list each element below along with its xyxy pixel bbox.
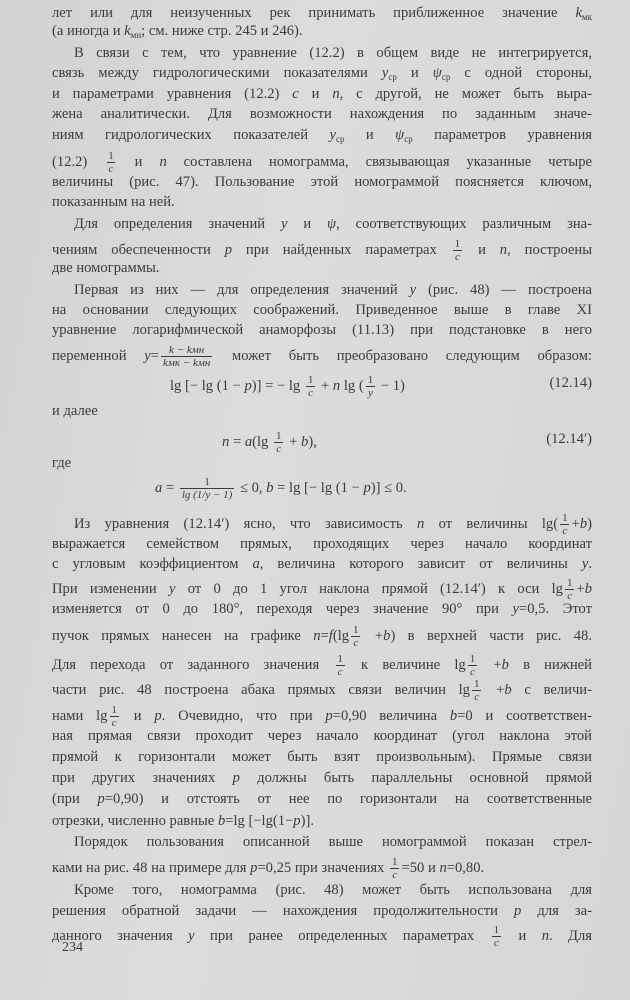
fraction-denominator: y <box>368 387 373 399</box>
text-run: где <box>52 455 72 471</box>
math-variable: p <box>363 479 371 496</box>
text-run: переменной <box>52 347 145 364</box>
text-run: составлена номограмма, связывающая указанные четыре <box>166 153 593 170</box>
math-variable: ψ <box>395 127 405 143</box>
text-run: и <box>298 86 333 102</box>
text-run: и <box>464 241 500 258</box>
math-variable: n <box>439 859 447 876</box>
text-line <box>52 924 592 949</box>
text-run: + <box>362 627 384 644</box>
text-line <box>52 748 592 766</box>
text-run: чениям обеспеченности <box>52 241 225 258</box>
math-variable: y <box>581 556 589 572</box>
fraction <box>106 150 116 175</box>
text-line <box>52 577 592 602</box>
text-run: , соответствующих различным зна- <box>336 216 593 232</box>
fraction <box>390 856 400 881</box>
fraction-numerator: 1 <box>367 374 374 386</box>
text-run: =50 и <box>401 859 440 876</box>
math-variable: b <box>504 681 512 698</box>
math-variable: ψ <box>432 65 442 81</box>
text-run: при других значениях <box>52 770 233 786</box>
fraction <box>492 924 502 949</box>
text-run: и параметрами уравнения (12.2) <box>52 86 293 102</box>
text-line <box>52 881 592 899</box>
text-line <box>52 301 592 319</box>
fraction-numerator: 1 <box>337 653 343 665</box>
math-variable: p <box>232 770 240 786</box>
fraction-denominator: kмк − kмн <box>162 357 211 369</box>
text-run: пучок прямых нанесен на графике <box>52 627 314 644</box>
text-run: )] ≤ 0. <box>370 479 407 496</box>
text-run: с величи- <box>511 681 592 698</box>
math-variable: n <box>159 153 167 170</box>
fraction-denominator: c <box>493 937 499 949</box>
text-run: лет или для неизученных рек принимать приближенное значение <box>52 5 576 21</box>
text-run: + <box>576 580 585 597</box>
text-run: Для перехода от заданного значения <box>52 656 334 673</box>
fraction-numerator: 1 <box>307 374 314 386</box>
fraction-denominator: c <box>562 525 568 537</box>
equation-number: (12.14) <box>549 375 592 391</box>
fraction-numerator: k − kмн <box>169 344 205 356</box>
text-run: нами lg <box>52 707 108 724</box>
text-run: и <box>396 65 433 81</box>
math-variable: n <box>332 86 340 102</box>
text-line <box>52 555 592 573</box>
text-run: и далее <box>52 403 98 419</box>
text-line <box>52 321 592 339</box>
text-line <box>52 454 592 472</box>
fraction-numerator: 1 <box>473 678 480 690</box>
text-line <box>52 64 592 86</box>
text-run: и <box>503 927 542 944</box>
text-line <box>52 126 592 148</box>
text-run: В связи с тем, что уравнение (12.2) в общем виде не интегрируется, <box>74 45 592 61</box>
text-line <box>52 812 592 830</box>
text-run: при найденных параметрах <box>232 241 451 258</box>
text-line <box>52 85 592 103</box>
text-run: =0 и соответствен- <box>457 707 592 724</box>
math-variable: b <box>584 580 592 597</box>
fraction-numerator: 1 <box>566 577 573 589</box>
text-run: ), <box>308 433 317 450</box>
text-run: . Для <box>549 927 592 944</box>
text-line <box>52 259 592 277</box>
fraction <box>161 344 212 369</box>
text-line <box>52 704 592 729</box>
text-run: изменяется от 0 до 180°, переходя через значение 90° при <box>52 601 513 617</box>
text-line <box>52 281 592 299</box>
math-variable: n <box>499 241 508 258</box>
math-variable: b <box>383 627 391 644</box>
fraction <box>366 374 376 399</box>
text-run: при ранее определенных параметрах <box>194 927 490 944</box>
text-run: ками на рис. 48 на примере для <box>52 859 251 876</box>
equation <box>52 374 592 399</box>
math-variable: p <box>325 707 333 724</box>
fraction-numerator: 1 <box>353 624 359 636</box>
text-line <box>52 833 592 851</box>
text-run: ниям гидрологических показателей <box>52 127 330 143</box>
math-variable: k <box>575 5 582 21</box>
text-run: (lg <box>332 627 350 644</box>
math-variable: f <box>328 627 333 644</box>
text-run: =0,80. <box>446 859 485 876</box>
text-run: )] = − lg <box>251 377 304 394</box>
text-run: две номограммы. <box>52 260 160 276</box>
text-line <box>52 535 592 553</box>
text-run: и <box>287 216 328 232</box>
text-line <box>52 790 592 808</box>
text-run: параметров уравнения <box>412 127 593 143</box>
equation <box>52 430 592 455</box>
math-variable: c <box>292 86 299 102</box>
text-run: ) <box>587 515 592 532</box>
fraction <box>560 512 570 537</box>
math-variable: a <box>252 556 260 572</box>
text-run: ная прямая связи проходит через начало координат (угол наклона этой <box>52 728 592 744</box>
math-variable: n <box>313 627 321 644</box>
math-variable: p <box>514 903 522 919</box>
text-run: связь между гидрологическими показателями <box>52 65 382 81</box>
math-variable: ψ <box>327 216 337 232</box>
equation-number: (12.14′) <box>546 431 592 447</box>
text-run: = <box>229 433 245 450</box>
fraction-denominator: c <box>108 163 114 175</box>
math-variable: y <box>512 601 519 617</box>
text-run: должны быть параллельны основной прямой <box>239 770 593 786</box>
text-line <box>52 653 592 678</box>
math-variable: p <box>250 859 258 876</box>
fraction-numerator: 1 <box>276 430 282 442</box>
text-run: ; см. ниже стр. 245 и 246). <box>141 23 303 39</box>
fraction-denominator: c <box>353 637 359 649</box>
math-variable: a <box>155 479 163 496</box>
text-run: отрезки, численно равные <box>52 813 218 829</box>
text-line <box>52 193 592 211</box>
fraction <box>109 704 119 729</box>
math-variable: y <box>188 927 195 944</box>
text-run: может быть преобразовано следующим образом: <box>214 347 592 364</box>
text-run: , с другой, не может быть выра- <box>339 86 592 102</box>
fraction <box>565 577 575 602</box>
subscript: ср <box>441 72 451 82</box>
math-variable: y <box>329 127 336 143</box>
fraction-denominator: c <box>567 590 573 602</box>
fraction <box>351 624 361 649</box>
subscript: ср <box>404 134 413 144</box>
text-run: =0,25 при значениях <box>257 859 388 876</box>
text-run: Для определения значений <box>74 216 281 232</box>
text-run: части рис. 48 построена абака прямых связи величин lg <box>52 681 470 698</box>
math-variable: y <box>168 580 176 597</box>
text-run: (lg <box>252 433 272 450</box>
math-variable: b <box>301 433 309 450</box>
text-run: (а иногда и <box>52 23 125 39</box>
text-line <box>52 856 592 881</box>
equation <box>52 476 592 501</box>
text-run: в нижней <box>508 656 592 673</box>
math-variable: p <box>244 377 252 394</box>
text-line <box>52 727 592 745</box>
text-run: Порядок пользования описанной выше номограммой показан стрел- <box>74 834 592 850</box>
fraction-numerator: 1 <box>204 476 210 488</box>
text-run: прямой к горизонтали может быть взят произвольным). Прямые связи <box>52 749 592 765</box>
text-run: = <box>150 347 159 364</box>
text-run: При изменении <box>52 580 169 597</box>
page-number: 234 <box>62 940 83 955</box>
fraction-denominator: lg (1/y − 1) <box>181 489 233 501</box>
text-line <box>52 624 592 649</box>
math-variable: p <box>224 241 233 258</box>
text-run: для за- <box>521 903 593 919</box>
math-variable: b <box>217 813 226 829</box>
text-run: выражается семейством прямых, проходящих через начало координат <box>52 536 592 552</box>
text-line <box>52 769 592 787</box>
text-run: =lg [−lg(1− <box>225 813 294 829</box>
text-run: и <box>344 127 396 143</box>
text-run: = lg [− lg (1 − <box>273 479 364 496</box>
fraction-numerator: 1 <box>454 238 461 250</box>
fraction-denominator: c <box>469 666 475 678</box>
math-variable: b <box>579 515 588 532</box>
text-line <box>52 105 592 123</box>
text-run: от величины lg( <box>424 515 559 532</box>
text-run: данного значения <box>52 927 189 944</box>
text-run: (при <box>52 791 98 807</box>
text-run: ) в верхней части рис. 48. <box>390 627 592 644</box>
text-line <box>52 150 592 175</box>
text-line <box>52 173 592 191</box>
text-run: =0,90) и отстоять от нее по горизонтали на соответственные <box>104 791 592 807</box>
text-run: Первая из них — для определения значений <box>74 282 410 298</box>
math-variable: b <box>266 479 274 496</box>
math-variable: a <box>244 433 253 450</box>
text-run: + <box>479 656 502 673</box>
text-line <box>52 44 592 62</box>
text-run: (рис. 48) — построена <box>416 282 592 298</box>
fraction-numerator: 1 <box>469 653 476 665</box>
text-run: = <box>320 627 329 644</box>
text-run: показанным на ней. <box>52 194 175 210</box>
fraction-denominator: c <box>454 251 460 263</box>
fraction <box>306 374 316 399</box>
text-run: на основании следующих соображений. Приведенное выше в главе XI <box>52 302 592 318</box>
fraction-denominator: c <box>308 387 314 399</box>
text-run: . <box>588 556 592 572</box>
subscript: мн <box>130 30 142 40</box>
text-run: . Очевидно, что при <box>161 707 326 724</box>
text-line <box>52 215 592 233</box>
fraction-numerator: 1 <box>392 856 398 868</box>
text-run: lg ( <box>340 377 364 394</box>
math-variable: b <box>449 707 458 724</box>
text-run: ≤ 0, <box>236 479 267 496</box>
text-run: =0,5. Этот <box>518 601 592 617</box>
fraction-denominator: c <box>337 666 343 678</box>
math-variable: n <box>222 433 230 450</box>
fraction-numerator: 1 <box>562 512 568 524</box>
subscript: ср <box>335 134 345 144</box>
math-variable: y <box>280 216 288 232</box>
subscript: ср <box>388 72 397 82</box>
text-run: = <box>162 479 178 496</box>
text-run: Из уравнения (12.14′) ясно, что зависимость <box>74 515 417 532</box>
text-run: )]. <box>300 813 314 829</box>
text-run: + <box>317 377 333 394</box>
text-run: + <box>285 433 302 450</box>
text-run: с угловым коэффициентом <box>52 556 253 572</box>
text-run: Кроме того, номограмма (рис. 48) может быть использована для <box>74 882 592 898</box>
text-run: (12.2) <box>52 153 105 170</box>
fraction-denominator: c <box>111 717 117 729</box>
math-variable: p <box>97 791 105 807</box>
text-run: + <box>571 515 580 532</box>
fraction <box>180 476 235 501</box>
fraction-denominator: c <box>474 691 480 703</box>
text-run: , построены <box>507 241 593 258</box>
math-variable: b <box>501 656 509 673</box>
text-run: с одной стороны, <box>450 65 593 81</box>
math-variable: n <box>332 377 341 394</box>
math-variable: n <box>541 927 549 944</box>
fraction-denominator: c <box>276 443 282 455</box>
text-run: жена аналитически. Для возможности нахождения по заданным значе- <box>52 106 592 122</box>
text-line <box>52 402 592 420</box>
text-line <box>52 344 592 369</box>
text-run: − 1) <box>377 377 405 394</box>
fraction <box>472 678 482 703</box>
math-variable: k <box>124 23 131 39</box>
text-run: уравнение логарифмической анаморфозы (11.13) при подстановке в него <box>52 322 592 338</box>
text-run: величины (рис. 47). Пользование этой номограммой поясняется ключом, <box>52 174 592 190</box>
text-run: и <box>120 707 155 724</box>
fraction-denominator: c <box>392 869 398 881</box>
math-variable: y <box>144 347 151 364</box>
text-line <box>52 22 592 44</box>
text-run: lg [− lg (1 − <box>170 377 245 394</box>
math-variable: p <box>154 707 162 724</box>
text-run: и <box>117 153 160 170</box>
math-variable: n <box>416 515 425 532</box>
fraction <box>274 430 284 455</box>
text-run: к величине lg <box>346 656 466 673</box>
fraction-numerator: 1 <box>108 150 114 162</box>
text-run: от 0 до 1 угол наклона прямой (12.14′) к оси lg <box>175 580 563 597</box>
text-run: , величина которого зависит от величины <box>259 556 582 572</box>
fraction-numerator: 1 <box>111 704 117 716</box>
text-run: + <box>483 681 505 698</box>
math-variable: p <box>293 813 301 829</box>
text-line <box>52 902 592 920</box>
fraction <box>468 653 478 678</box>
text-run: решения обратной задачи — нахождения продолжительности <box>52 903 514 919</box>
text-run: =0,90 величина <box>332 707 450 724</box>
math-variable: y <box>409 282 417 298</box>
fraction <box>335 653 345 678</box>
text-line <box>52 600 592 618</box>
text-line <box>52 512 592 537</box>
subscript: мк <box>581 12 592 22</box>
text-line <box>52 678 592 703</box>
fraction-numerator: 1 <box>493 924 500 936</box>
math-variable: y <box>381 65 389 81</box>
